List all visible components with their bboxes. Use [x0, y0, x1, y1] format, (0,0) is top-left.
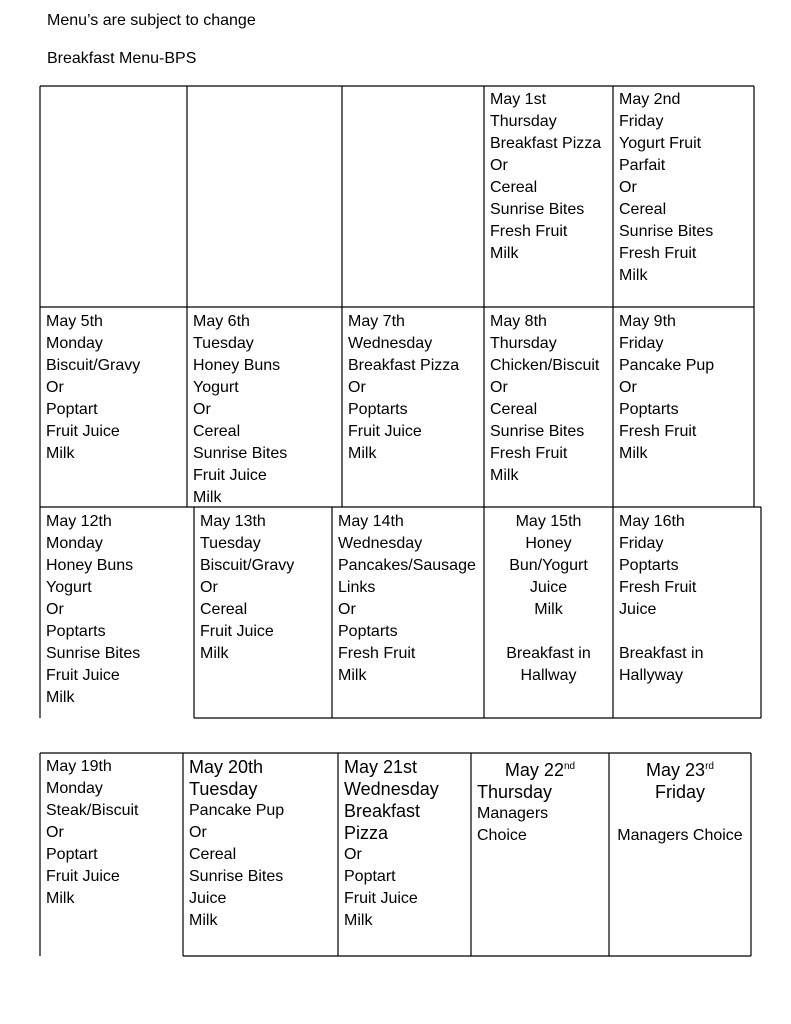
menu-line: Links — [338, 579, 376, 596]
menu-line: Milk — [46, 689, 75, 706]
menu-line: Cereal — [619, 201, 667, 218]
day-date: May 2nd — [619, 91, 681, 108]
menu-line: Milk — [490, 245, 519, 262]
day-cell-may-6 — [187, 308, 342, 507]
day-date: May 6th — [193, 313, 250, 330]
day-date: May 20th — [189, 757, 264, 777]
day-cell-may-16 — [613, 508, 761, 718]
menu-line: Milk — [490, 467, 519, 484]
day-cell-may-8 — [484, 308, 613, 507]
menu-line: Monday — [46, 335, 103, 352]
day-cell-may-14 — [332, 508, 484, 718]
menu-line: Fresh Fruit — [338, 645, 416, 662]
day-cell-may-21 — [338, 753, 471, 956]
menu-line: Honey — [525, 535, 572, 552]
day-date: May 19th — [46, 758, 112, 775]
menu-line: Friday — [619, 335, 664, 352]
menu-line: Fresh Fruit — [619, 245, 697, 262]
menu-line: Honey Buns — [46, 557, 134, 574]
menu-line: Or — [46, 824, 64, 841]
day-cell-may-7 — [342, 308, 484, 507]
menu-line: Fresh Fruit — [619, 423, 697, 440]
menu-line: Sunrise Bites — [619, 223, 714, 240]
menu-line: Poptarts — [348, 401, 408, 418]
menu-line: Biscuit/Gravy — [200, 557, 295, 574]
day-date — [609, 756, 751, 781]
menu-line: Juice — [529, 579, 568, 596]
day-cell-may-12 — [40, 508, 194, 718]
menu-line: Tuesday — [193, 335, 254, 352]
menu-line: Juice — [619, 601, 657, 618]
day-date: May 5th — [46, 313, 103, 330]
menu-line: Poptarts — [619, 557, 679, 574]
menu-line: Poptarts — [619, 401, 679, 418]
menu-line — [619, 621, 761, 643]
day-weekday: Friday — [654, 782, 705, 802]
menu-item: Managers — [477, 805, 549, 822]
menu-line: Breakfast in — [506, 645, 591, 662]
menu-line: Parfait — [619, 157, 666, 174]
menu-line: Fruit Juice — [348, 423, 422, 440]
menu-item: Milk — [344, 912, 373, 929]
menu-line: Or — [46, 601, 64, 618]
menu-line: Cereal — [200, 601, 248, 618]
menu-line: Thursday — [490, 113, 557, 130]
page-title: Breakfast Menu-BPS — [47, 50, 197, 67]
day-date-number: May 23 — [646, 760, 706, 780]
day-date: May 1st — [490, 91, 547, 108]
menu-line: Hallway — [520, 667, 577, 684]
day-date: May 15th — [515, 513, 582, 530]
menu-line: Fruit Juice — [46, 423, 120, 440]
menu-line: Pancake Pup — [619, 357, 715, 374]
menu-line: Monday — [46, 780, 103, 797]
day-cell-may-22 — [471, 753, 609, 956]
menu-line: Poptarts — [338, 623, 398, 640]
menu-line: Biscuit/Gravy — [46, 357, 141, 374]
menu-line: Hallyway — [619, 667, 684, 684]
menu-line: Yogurt Fruit — [619, 135, 702, 152]
menu-item: Juice — [189, 890, 227, 907]
menu-line: Fruit Juice — [193, 467, 267, 484]
menu-line: Yogurt — [46, 579, 92, 596]
menu-line: Fruit Juice — [46, 667, 120, 684]
menu-line: Monday — [46, 535, 103, 552]
menu-line: Pancakes/Sausage — [338, 557, 476, 574]
menu-item: Poptart — [344, 868, 396, 885]
menu-line: Milk — [619, 267, 648, 284]
menu-line: Or — [193, 401, 211, 418]
menu-line: Breakfast Pizza — [348, 357, 460, 374]
menu-line: Sunrise Bites — [490, 201, 585, 218]
menu-line: Yogurt — [193, 379, 239, 396]
menu-item: Pancake Pup — [189, 802, 285, 819]
day-date — [471, 756, 609, 781]
day-weekday: Tuesday — [189, 779, 258, 799]
menu-change-notice: Menu’s are subject to change — [47, 12, 256, 29]
menu-line: Fruit Juice — [46, 868, 120, 885]
menu-line: Or — [46, 379, 64, 396]
menu-item: Breakfast — [344, 801, 421, 821]
menu-line: Milk — [200, 645, 229, 662]
menu-line: Friday — [619, 535, 664, 552]
day-cell-may-9 — [613, 308, 754, 507]
menu-line: Or — [338, 601, 356, 618]
day-cell-may-19 — [40, 753, 183, 956]
day-date-suffix: nd — [563, 761, 576, 772]
menu-item: Pizza — [344, 823, 389, 843]
menu-line: Milk — [619, 445, 648, 462]
menu-line: Poptart — [46, 401, 98, 418]
menu-item-spacer — [609, 803, 751, 825]
day-cell-may-23 — [609, 753, 751, 956]
menu-line: Friday — [619, 113, 664, 130]
day-date: May 8th — [490, 313, 547, 330]
menu-line: Poptart — [46, 846, 98, 863]
menu-item: Managers Choice — [617, 827, 743, 844]
menu-line: Milk — [46, 890, 75, 907]
day-cell-may-2 — [613, 86, 754, 307]
menu-line: Wednesday — [338, 535, 423, 552]
day-cell-may-5 — [40, 308, 187, 507]
day-cell-empty — [342, 86, 484, 307]
day-cell-may-20 — [183, 753, 338, 956]
menu-line: Or — [490, 157, 508, 174]
menu-item: Cereal — [189, 846, 237, 863]
menu-line: Steak/Biscuit — [46, 802, 139, 819]
menu-line: Fruit Juice — [200, 623, 274, 640]
menu-line: Milk — [46, 445, 75, 462]
menu-line: Milk — [338, 667, 367, 684]
menu-line: Cereal — [490, 401, 538, 418]
day-cell-may-15 — [484, 508, 613, 718]
day-date: May 7th — [348, 313, 405, 330]
menu-line: Fresh Fruit — [490, 223, 568, 240]
menu-line: Sunrise Bites — [490, 423, 585, 440]
menu-line: Milk — [348, 445, 377, 462]
menu-line: Sunrise Bites — [193, 445, 288, 462]
day-date: May 9th — [619, 313, 676, 330]
menu-line: Or — [200, 579, 218, 596]
menu-line: Bun/Yogurt — [509, 557, 588, 574]
menu-line: Fresh Fruit — [619, 579, 697, 596]
menu-line: Milk — [534, 601, 563, 618]
menu-line — [484, 621, 613, 643]
menu-line: Honey Buns — [193, 357, 281, 374]
day-date: May 13th — [200, 513, 266, 530]
day-cell-may-1 — [484, 86, 613, 307]
day-date-suffix: rd — [705, 761, 714, 772]
menu-item: Or — [344, 846, 362, 863]
menu-line: Wednesday — [348, 335, 433, 352]
menu-line: Cereal — [490, 179, 538, 196]
menu-line: Or — [490, 379, 508, 396]
day-cell-empty — [187, 86, 342, 307]
day-date: May 12th — [46, 513, 112, 530]
day-date: May 21st — [344, 757, 418, 777]
day-date: May 14th — [338, 513, 404, 530]
menu-line: Thursday — [490, 335, 557, 352]
menu-line: Chicken/Biscuit — [490, 357, 600, 374]
menu-line: Or — [348, 379, 366, 396]
menu-line: Tuesday — [200, 535, 261, 552]
day-cell-empty — [40, 86, 187, 307]
menu-line: Breakfast Pizza — [490, 135, 602, 152]
menu-item: Fruit Juice — [344, 890, 418, 907]
day-weekday: Thursday — [477, 782, 553, 802]
day-date-number: May 22 — [504, 760, 564, 780]
menu-line: Or — [619, 179, 637, 196]
day-cell-may-13 — [194, 508, 332, 718]
menu-line: Fresh Fruit — [490, 445, 568, 462]
menu-item: Sunrise Bites — [189, 868, 284, 885]
menu-line: Or — [619, 379, 637, 396]
menu-line: Milk — [193, 489, 222, 506]
menu-line: Sunrise Bites — [46, 645, 141, 662]
menu-line: Breakfast in — [619, 645, 704, 662]
menu-item: Or — [189, 824, 207, 841]
day-date: May 16th — [619, 513, 685, 530]
menu-item: Choice — [477, 827, 527, 844]
day-weekday: Wednesday — [344, 779, 439, 799]
menu-line: Poptarts — [46, 623, 106, 640]
menu-item: Milk — [189, 912, 218, 929]
menu-line: Cereal — [193, 423, 241, 440]
